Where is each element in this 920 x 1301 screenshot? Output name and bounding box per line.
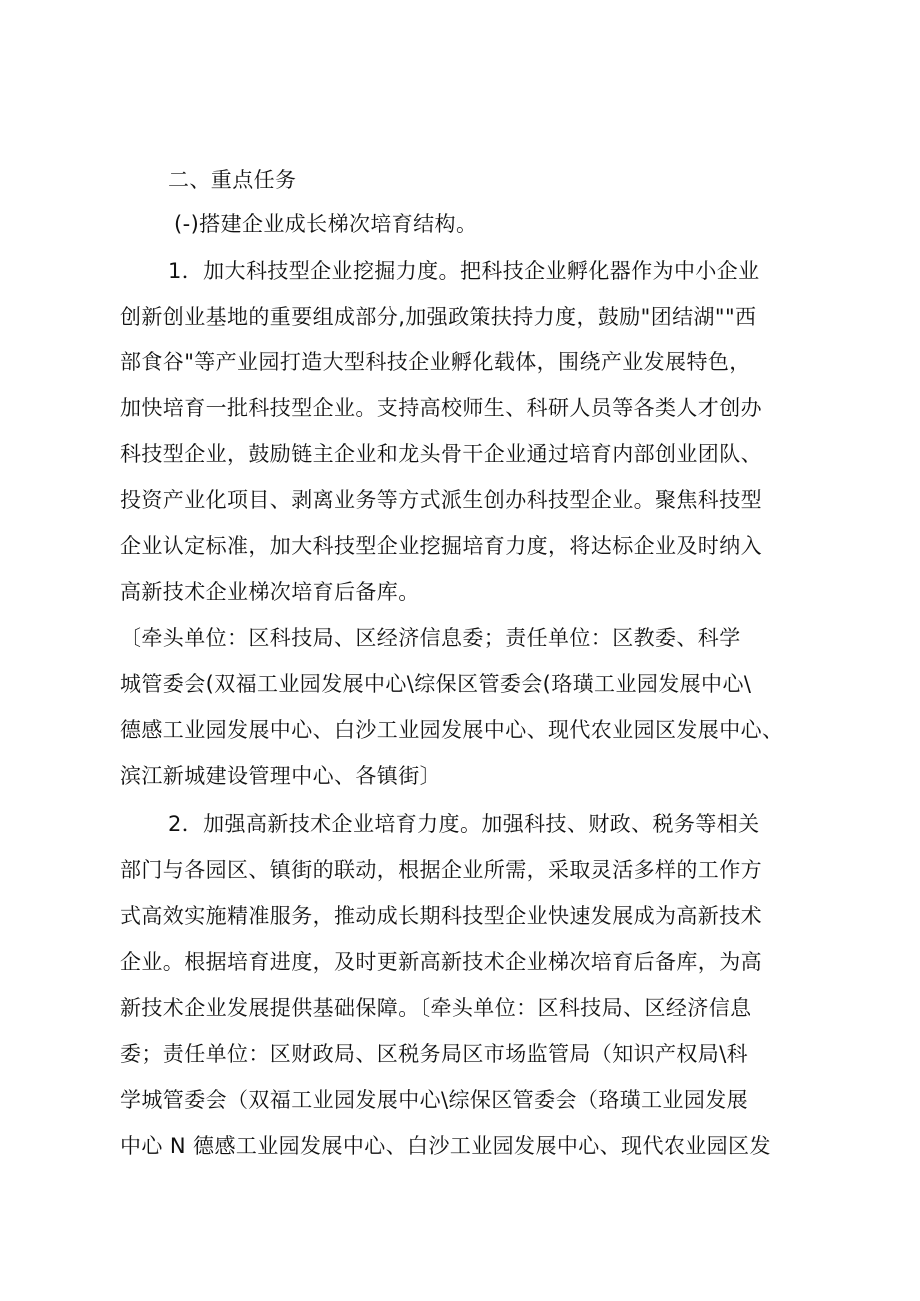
responsibility-line: 德感工业园发展中心、白沙工业园发展中心、现代农业园区发展中心、 bbox=[120, 718, 784, 742]
paragraph-line: 学城管委会（双福工业园发展中心\综保区管委会（珞璜工业园发展 bbox=[120, 1088, 749, 1112]
paragraph-line: 投资产业化项目、剥离业务等方式派生创办科技型企业。聚焦科技型 bbox=[120, 488, 762, 512]
paragraph-line: 创新创业基地的重要组成部分,加强政策扶持力度，鼓励"团结湖""西 bbox=[120, 305, 757, 329]
paragraph-line: 高新技术企业梯次培育后备库。 bbox=[120, 580, 420, 604]
paragraph-line: 1．加大科技型企业挖掘力度。把科技企业孵化器作为中小企业 bbox=[168, 259, 760, 283]
paragraph-line: 式高效实施精准服务，推动成长期科技型企业快速发展成为高新技术 bbox=[120, 904, 762, 928]
paragraph-line: 企业认定标准，加大科技型企业挖掘培育力度，将达标企业及时纳入 bbox=[120, 534, 762, 558]
paragraph-line: 加快培育一批科技型企业。支持高校师生、科研人员等各类人才创办 bbox=[120, 396, 762, 420]
paragraph-line: 中心 N 德感工业园发展中心、白沙工业园发展中心、现代农业园区发 bbox=[120, 1134, 771, 1158]
responsibility-line: 城管委会(双福工业园发展中心\综保区管委会(珞璜工业园发展中心\ bbox=[120, 672, 752, 696]
paragraph-line: 新技术企业发展提供基础保障。〔牵头单位：区科技局、区经济信息 bbox=[120, 996, 752, 1020]
paragraph-line: 2．加强高新技术企业培育力度。加强科技、财政、税务等相关 bbox=[168, 812, 760, 836]
paragraph-line: 部食谷"等产业园打造大型科技企业孵化载体，围绕产业发展特色， bbox=[120, 350, 751, 374]
paragraph-line: 企业。根据培育进度，及时更新高新技术企业梯次培育后备库，为高 bbox=[120, 950, 762, 974]
paragraph-line: 科技型企业，鼓励链主企业和龙头骨干企业通过培育内部创业团队、 bbox=[120, 442, 762, 466]
section-heading: 二、重点任务 bbox=[168, 168, 297, 192]
responsibility-line: 〔牵头单位：区科技局、区经济信息委；责任单位：区教委、科学 bbox=[120, 626, 741, 650]
paragraph-line: 部门与各园区、镇街的联动，根据企业所需，采取灵活多样的工作方 bbox=[120, 858, 762, 882]
responsibility-line: 滨江新城建设管理中心、各镇街〕 bbox=[120, 764, 441, 788]
subsection-heading: (-)搭建企业成长梯次培育结构。 bbox=[174, 212, 478, 236]
paragraph-line: 委；责任单位：区财政局、区税务局区市场监管局（知识产权局\科 bbox=[120, 1042, 749, 1066]
